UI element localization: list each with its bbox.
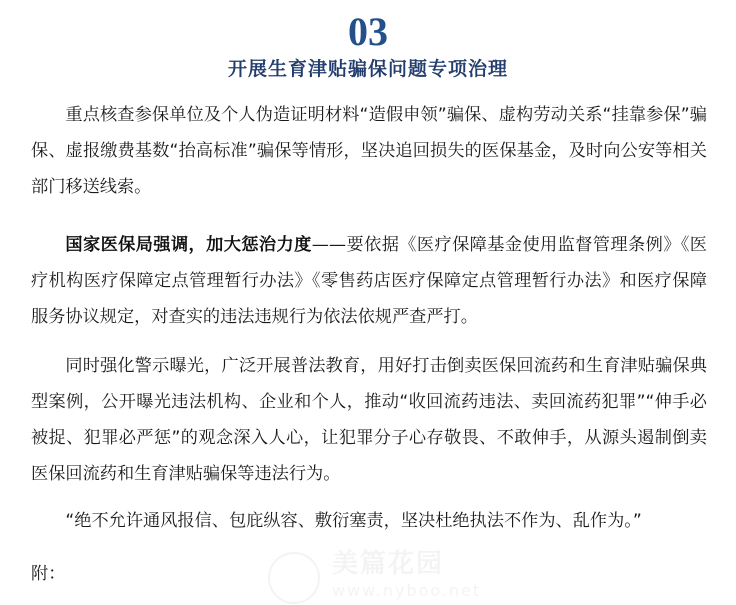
paragraph-text: “绝不允许通风报信、包庇纵容、敷衍塞责，坚决杜绝执法不作为、乱作为。” — [65, 511, 642, 531]
paragraph-punishment — [31, 227, 707, 335]
paragraph-text: ——要依据《医疗保障基金使用监督管理条例》《医疗机构医疗保障定点管理暂行办法》《零售药店医疗保障定点管理暂行办法》和医疗保障服务协议规定，对查实的违法违规行为依法依规严查严打。 — [31, 235, 707, 327]
paragraph-quote — [31, 503, 707, 539]
paragraph-warning-exposure — [31, 348, 707, 492]
watermark-url: www.nyboo.net — [332, 581, 482, 600]
watermark-logo-icon — [268, 552, 320, 604]
watermark-name: 美篇花园 — [332, 549, 445, 579]
paragraph-verification — [31, 97, 707, 205]
appendix-label: 附： — [31, 564, 66, 584]
section-title: 开展生育津贴骗保问题专项治理 — [227, 58, 508, 80]
paragraph-text: 重点核查参保单位及个人伪造证明材料“造假申领”骗保、虚构劳动关系“挂靠参保”骗保、虚报缴费基数“抬高标准”骗保等情形，坚决追回损失的医保基金，及时向公安等相关部门移送线索。 — [31, 105, 707, 197]
paragraph-text: 同时强化警示曝光，广泛开展普法教育，用好打击倒卖医保回流药和生育津贴骗保典型案例，公开曝光违法机构、企业和个人，推动“收回流药违法、卖回流药犯罪”“伸手必被捉、犯罪必严惩”的观念深入人心，让犯罪分子心存敬畏、不敢伸手，从源头遏制倒卖医保回流药和生育津贴骗保等违法行为。 — [31, 356, 707, 484]
watermark — [268, 548, 482, 603]
section-number: 03 — [348, 9, 388, 54]
paragraph-lead-bold: 国家医保局强调，加大惩治力度 — [65, 235, 312, 255]
